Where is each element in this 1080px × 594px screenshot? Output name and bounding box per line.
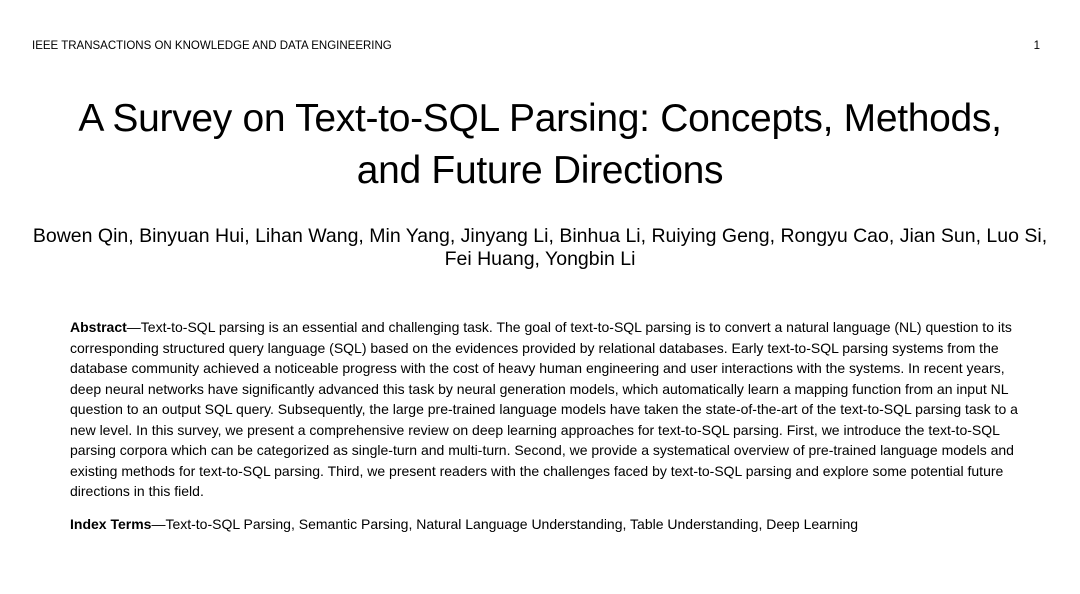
abstract-section [70, 317, 1020, 502]
paper-authors: Bowen Qin, Binyuan Hui, Lihan Wang, Min Yang, Jinyang Li, Binhua Li, Ruiying Geng, Rongyu Cao, Jian Sun, Luo Si, Fei Huang, Yongbin Li [32, 225, 1048, 270]
page-number: 1 [1033, 40, 1040, 52]
index-terms-text: —Text-to-SQL Parsing, Semantic Parsing, Natural Language Understanding, Table Understanding, Deep Learning [151, 515, 859, 532]
abstract-text: —Text-to-SQL parsing is an essential and challenging task. The goal of text-to-SQL parsing is to convert a natural language (NL) question to its corresponding structured query language (SQL) based on the evidences provided by relational databases. Early text-to-SQL parsing systems from the database community achieved a noticeable progress with the cost of heavy human engineering and user interactions with the systems. In recent years, deep neural networks have significantly advanced this task by neural generation models, which automatically learn a mapping function from an input NL question to an output SQL query. Subsequently, the large pre-trained language models have taken the state-of-the-art of the text-to-SQL parsing task to a new level. In this survey, we present a comprehensive review on deep learning approaches for text-to-SQL parsing. First, we introduce the text-to-SQL parsing corpora which can be categorized as single-turn and multi-turn. Second, we provide a systematical overview of pre-trained language models and existing methods for text-to-SQL parsing. Third, we present readers with the challenges faced by text-to-SQL parsing and explore some potential future directions in this field. [70, 319, 1018, 499]
index-terms-section [70, 514, 1020, 535]
index-terms-label: Index Terms [70, 515, 152, 532]
journal-name: IEEE TRANSACTIONS ON KNOWLEDGE AND DATA ENGINEERING [32, 40, 392, 52]
paper-title: A Survey on Text-to-SQL Parsing: Concepts, Methods, and Future Directions [78, 97, 1002, 192]
abstract-label: Abstract [70, 319, 127, 335]
running-header [0, 0, 1080, 53]
